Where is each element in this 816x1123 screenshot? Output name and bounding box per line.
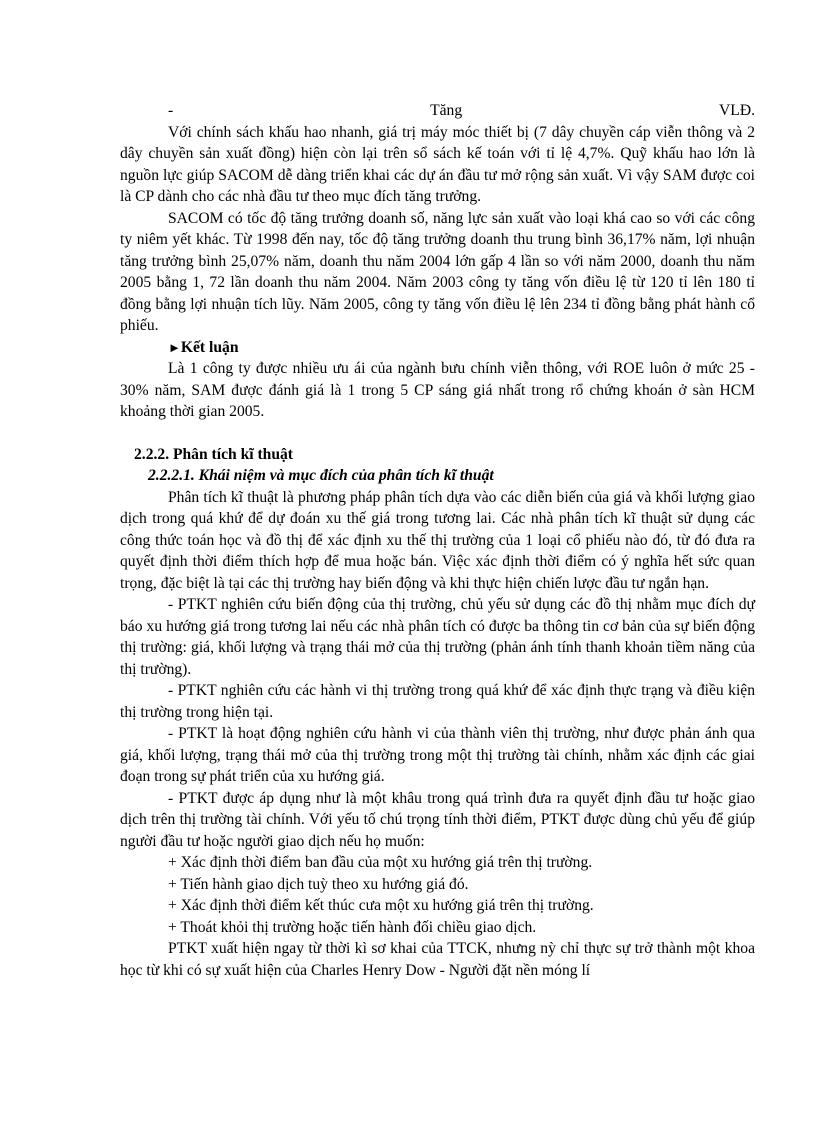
document-page: [120, 100, 755, 981]
section-title: 2.2.2. Phân tích kĩ thuật: [134, 445, 293, 463]
top-line-middle: Tăng: [430, 102, 463, 119]
paragraph-conclusion: Là 1 công ty được nhiều ưu ái của ngành bưu chính viễn thông, với ROE luôn ở mức 25 - 30% năm, SAM được đánh giá là 1 trong 5 CP sáng giá nhất trong rổ chứng khoán ở sàn HCM khoảng thời gian 2005.: [120, 360, 755, 420]
conclusion-title: Kết luận: [180, 338, 239, 356]
conclusion-heading: [120, 337, 755, 359]
triangle-bullet-icon: ►: [168, 339, 181, 355]
paragraph-ptkt-3: - PTKT là hoạt động nghiên cứu hành vi của thành viên thị trường, như được phản ánh qua giá, khối lượng, trạng thái mở của thị trường trong một thị trường tài chính, nhằm xác định các giai đoạn trong sự phát triển của xu hướng giá.: [120, 725, 755, 785]
paragraph-growth: SACOM có tốc độ tăng trưởng doanh số, năng lực sản xuất vào loại khá cao so với các công ty niêm yết khác. Từ 1998 đến nay, tốc độ tăng trưởng doanh thu trung bình 36,17% năm, lợi nhuận tăng trưởng bình 25,07% năm, doanh thu năm 2004 lớn gấp 4 lần so với năm 2000, doanh thu năm 2005 bằng 1, 72 lần doanh thu năm 2004. Năm 2003 công ty tăng vốn điều lệ từ 120 tỉ lên 180 tỉ đồng bằng lợi nhuận tích lũy. Năm 2005, công ty tăng vốn điều lệ lên 234 tỉ đồng bằng phát hành cổ phiếu.: [120, 209, 755, 334]
top-line-right: VLĐ.: [719, 102, 755, 119]
paragraph-ptkt-1: - PTKT nghiên cứu biến động của thị trường, chủ yếu sử dụng các đồ thị nhằm mục đích dự báo xu hướng giá trong tương lai nếu các nhà phân tích có được ba thông tin cơ bản của sự biến động thị trường: giá, khối lượng và trạng thái mở của thị trường (phản ánh tính thanh khoản tiềm năng của thị trường).: [120, 596, 755, 678]
list-item: + Tiến hành giao dịch tuỳ theo xu hướng giá đó.: [168, 875, 469, 893]
subsection-title: 2.2.2.1. Khái niệm và mục đích của phân tích kĩ thuật: [148, 467, 494, 484]
paragraph-depreciation: Với chính sách khấu hao nhanh, giá trị máy móc thiết bị (7 dây chuyền cáp viễn thông và 2 dây chuyền sản xuất đồng) hiện còn lại trên sổ sách kế toán với tỉ lệ 4,7%. Quỹ khấu hao lớn là nguồn lực giúp SACOM dễ dàng triển khai các dự án đầu tư mở rộng sản xuất. Vì vậy SAM được coi là CP dành cho các nhà đầu tư theo mục đích tăng trưởng.: [120, 123, 755, 205]
paragraph-ptkt-2: - PTKT nghiên cứu các hành vi thị trường trong quá khứ để xác định thực trạng và điều kiện thị trường trong hiện tại.: [120, 682, 755, 721]
top-line: [120, 100, 755, 122]
list-item: + Xác định thời điểm ban đầu của một xu hướng giá trên thị trường.: [168, 854, 593, 871]
top-line-dash: -: [168, 102, 174, 119]
paragraph-ptkt-4: - PTKT được áp dụng như là một khâu trong quá trình đưa ra quyết định đầu tư hoặc giao dịch trên thị trường tài chính. Với yếu tố chú trọng tính thời điểm, PTKT được dùng chủ yếu để giúp người đầu tư hoặc người giao dịch nếu họ muốn:: [120, 789, 755, 850]
paragraph-definition: Phân tích kĩ thuật là phương pháp phân tích dựa vào các diễn biến của giá và khối lượng giao dịch trong quá khứ để dự đoán xu thế giá trong tương lai. Các nhà phân tích kĩ thuật sử dụng các công thức toán học và đồ thị để xác định xu thế thị trường của 1 loại cổ phiếu nào đó, từ đó đưa ra quyết định thời điểm thích hợp để mua hoặc bán. Việc xác định thời điểm có ý nghĩa hết sức quan trọng, đặc biệt là tại các thị trường hay biến động và khi thực hiện chiến lược đầu tư ngắn hạn.: [120, 488, 755, 592]
list-item: + Xác định thời điểm kết thúc cưa một xu hướng giá trên thị trường.: [168, 897, 594, 914]
paragraph-history: PTKT xuất hiện ngay từ thời kì sơ khai của TTCK, nhưng nỳ chỉ thực sự trở thành một khoa học từ khi có sự xuất hiện của Charles Henry Dow - Người đặt nền móng lí: [120, 940, 755, 979]
list-item: + Thoát khỏi thị trường hoặc tiến hành đối chiều giao dịch.: [168, 918, 537, 936]
